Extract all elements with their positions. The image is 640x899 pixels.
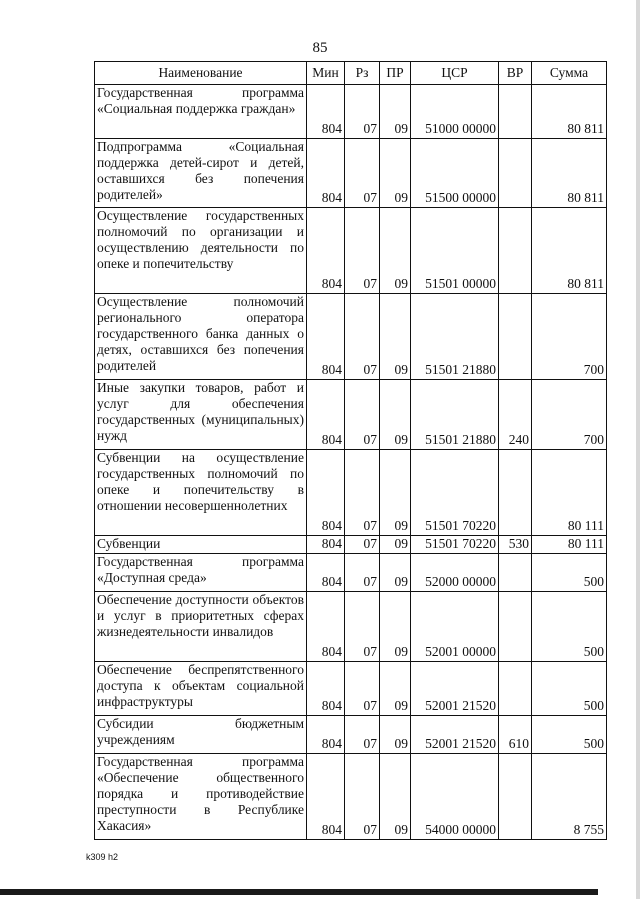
row-csr: 52001 00000	[411, 592, 499, 662]
row-rz: 07	[345, 536, 380, 554]
row-csr: 51501 21880	[411, 380, 499, 450]
row-name: Осуществление полномочий регионального оператора государственного банка данных о детях, оставшихся без попечения родителей	[95, 294, 307, 380]
row-name: Государственная программа «Социальная поддержка граждан»	[95, 85, 307, 139]
row-min: 804	[307, 380, 345, 450]
row-sum: 500	[532, 716, 607, 754]
scan-edge-bar	[0, 889, 598, 895]
row-pr: 09	[380, 592, 411, 662]
row-sum: 500	[532, 554, 607, 592]
row-name: Субсидии бюджетным учреждениям	[95, 716, 307, 754]
row-rz: 07	[345, 716, 380, 754]
row-vr	[499, 208, 532, 294]
header-row	[95, 62, 607, 85]
row-csr: 52001 21520	[411, 662, 499, 716]
row-rz: 07	[345, 139, 380, 208]
row-sum: 80 111	[532, 450, 607, 536]
footer-code: k309 h2	[86, 852, 119, 862]
row-csr: 51501 70220	[411, 536, 499, 554]
table-row	[95, 536, 607, 554]
row-rz: 07	[345, 662, 380, 716]
row-min: 804	[307, 208, 345, 294]
row-min: 804	[307, 139, 345, 208]
row-name: Подпрограмма «Социальная поддержка детей-сирот и детей, оставшихся без попечения родителей»	[95, 139, 307, 208]
row-vr	[499, 662, 532, 716]
table-row	[95, 554, 607, 592]
row-rz: 07	[345, 450, 380, 536]
row-csr: 51501 70220	[411, 450, 499, 536]
row-min: 804	[307, 536, 345, 554]
row-sum: 80 111	[532, 536, 607, 554]
table-row	[95, 294, 607, 380]
table-row	[95, 754, 607, 840]
row-sum: 80 811	[532, 85, 607, 139]
table-row	[95, 662, 607, 716]
row-pr: 09	[380, 294, 411, 380]
row-sum: 700	[532, 380, 607, 450]
row-sum: 500	[532, 662, 607, 716]
row-pr: 09	[380, 208, 411, 294]
row-name: Государственная программа «Обеспечение общественного порядка и противодействие преступности в Республике Хакасия»	[95, 754, 307, 840]
row-pr: 09	[380, 380, 411, 450]
row-sum: 80 811	[532, 139, 607, 208]
table-row	[95, 139, 607, 208]
row-csr: 51000 00000	[411, 85, 499, 139]
row-vr	[499, 592, 532, 662]
row-sum: 700	[532, 294, 607, 380]
row-pr: 09	[380, 139, 411, 208]
row-pr: 09	[380, 85, 411, 139]
row-min: 804	[307, 450, 345, 536]
table-row	[95, 85, 607, 139]
header-vr: ВР	[499, 62, 532, 85]
row-pr: 09	[380, 450, 411, 536]
header-sum: Сумма	[532, 62, 607, 85]
table-row	[95, 208, 607, 294]
page-number: 85	[312, 40, 328, 56]
row-name: Осуществление государственных полномочий по организации и осуществлению деятельности по опеке и попечительству	[95, 208, 307, 294]
row-name: Государственная программа «Доступная среда»	[95, 554, 307, 592]
row-name: Обеспечение доступности объектов и услуг в приоритетных сферах жизнедеятельности инвалидов	[95, 592, 307, 662]
row-name: Иные закупки товаров, работ и услуг для обеспечения государственных (муниципальных) нужд	[95, 380, 307, 450]
row-min: 804	[307, 716, 345, 754]
row-pr: 09	[380, 536, 411, 554]
row-vr	[499, 554, 532, 592]
row-min: 804	[307, 592, 345, 662]
row-csr: 51501 21880	[411, 294, 499, 380]
row-rz: 07	[345, 294, 380, 380]
table-row	[95, 716, 607, 754]
header-pr: ПР	[380, 62, 411, 85]
header-min: Мин	[307, 62, 345, 85]
row-vr	[499, 85, 532, 139]
table-row	[95, 380, 607, 450]
row-vr: 530	[499, 536, 532, 554]
row-rz: 07	[345, 554, 380, 592]
scan-side-edge	[636, 0, 640, 899]
row-rz: 07	[345, 754, 380, 840]
row-pr: 09	[380, 754, 411, 840]
row-csr: 51501 00000	[411, 208, 499, 294]
row-csr: 52001 21520	[411, 716, 499, 754]
row-sum: 8 755	[532, 754, 607, 840]
row-name: Субвенции	[95, 536, 307, 554]
row-vr: 610	[499, 716, 532, 754]
row-min: 804	[307, 754, 345, 840]
row-name: Субвенции на осуществление государственных полномочий по опеке и попечительству в отношении несовершеннолетних	[95, 450, 307, 536]
row-min: 804	[307, 294, 345, 380]
header-rz: Рз	[345, 62, 380, 85]
table-row	[95, 592, 607, 662]
row-csr: 54000 00000	[411, 754, 499, 840]
row-pr: 09	[380, 662, 411, 716]
header-name: Наименование	[95, 62, 307, 85]
row-min: 804	[307, 85, 345, 139]
row-vr	[499, 754, 532, 840]
row-pr: 09	[380, 716, 411, 754]
header-csr: ЦСР	[411, 62, 499, 85]
row-vr	[499, 294, 532, 380]
row-rz: 07	[345, 592, 380, 662]
row-vr: 240	[499, 380, 532, 450]
row-min: 804	[307, 554, 345, 592]
row-rz: 07	[345, 85, 380, 139]
row-min: 804	[307, 662, 345, 716]
row-csr: 52000 00000	[411, 554, 499, 592]
row-csr: 51500 00000	[411, 139, 499, 208]
row-sum: 80 811	[532, 208, 607, 294]
row-sum: 500	[532, 592, 607, 662]
row-rz: 07	[345, 208, 380, 294]
row-rz: 07	[345, 380, 380, 450]
row-pr: 09	[380, 554, 411, 592]
budget-table	[94, 61, 607, 840]
row-vr	[499, 139, 532, 208]
table-row	[95, 450, 607, 536]
row-name: Обеспечение беспрепятственного доступа к объектам социальной инфраструктуры	[95, 662, 307, 716]
row-vr	[499, 450, 532, 536]
